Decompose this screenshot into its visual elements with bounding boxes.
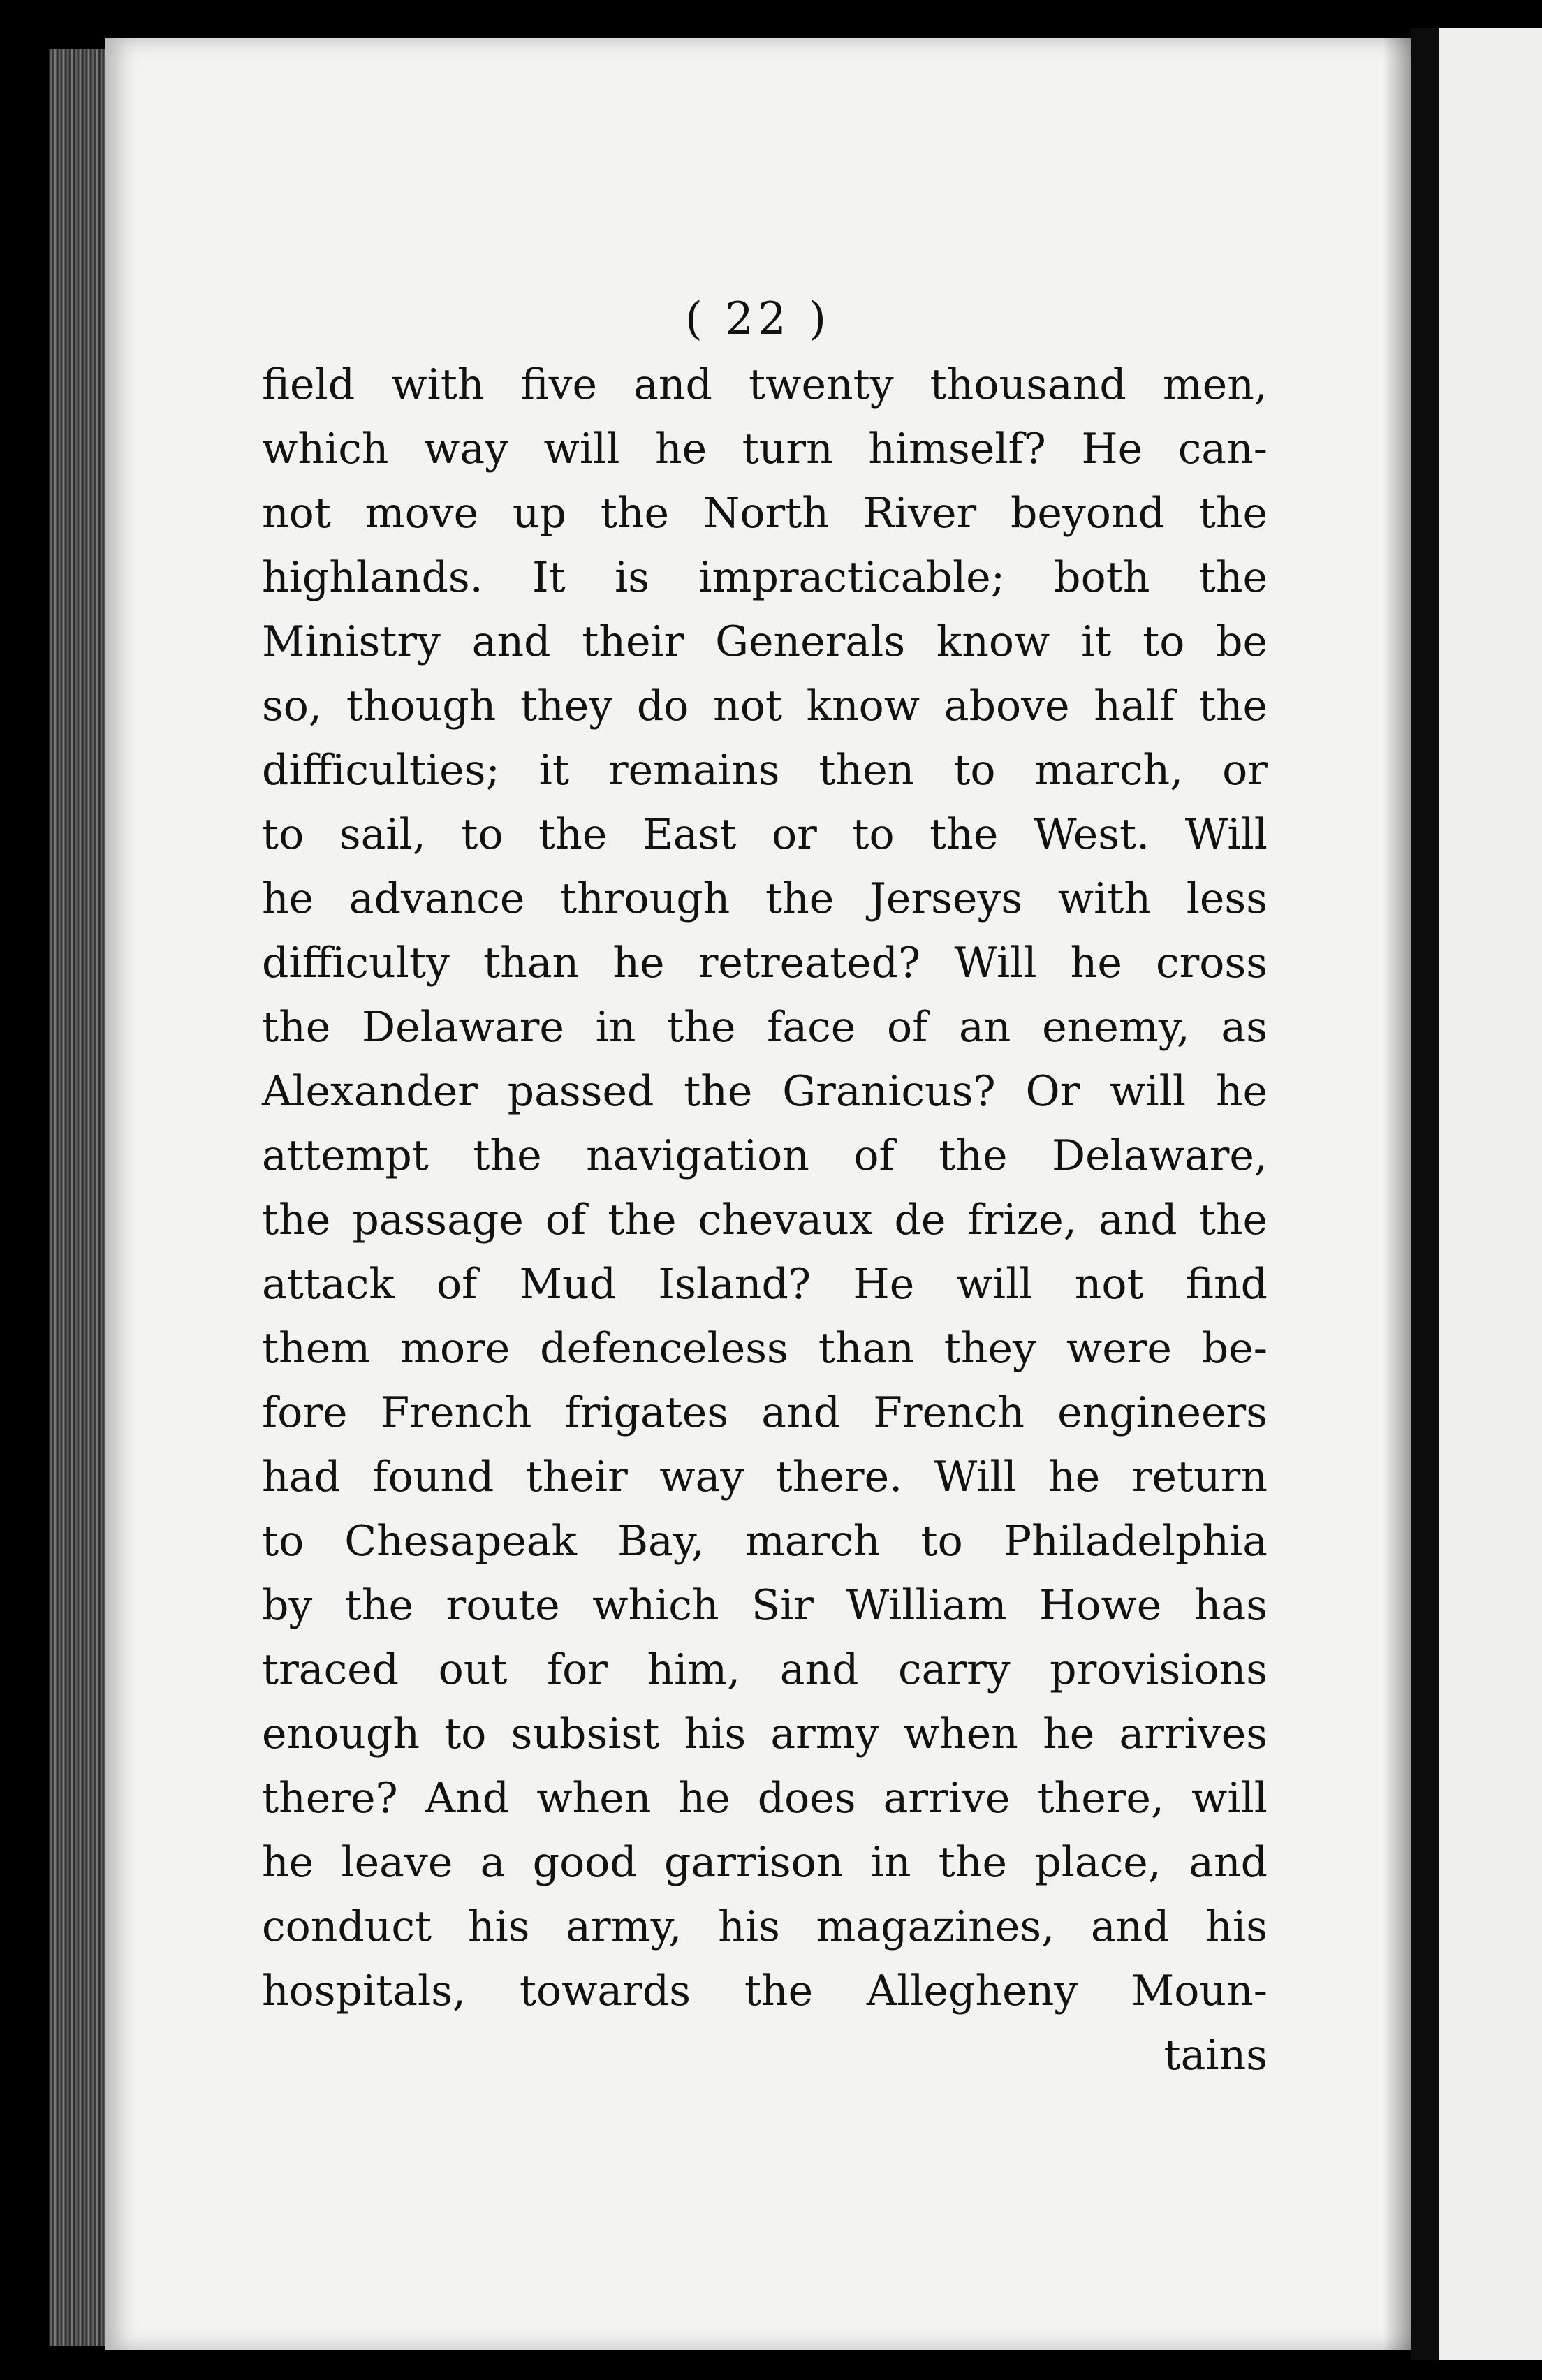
text-line: to Chesapeak Bay, march to Philadelphia: [262, 1517, 1268, 1566]
text-line: conduct his army, his magazines, and his: [262, 1902, 1268, 1951]
text-line: had found their way there. Will he return: [262, 1453, 1268, 1501]
text-line: attempt the navigation of the Delaware,: [262, 1131, 1268, 1180]
text-line: highlands. It is impracticable; both the: [262, 553, 1268, 602]
text-line: difficulties; it remains then to march, or: [262, 746, 1268, 795]
text-line: to sail, to the East or to the West. Will: [262, 810, 1268, 859]
body-text: [262, 353, 1268, 2087]
text-line: enough to subsist his army when he arrives: [262, 1710, 1268, 1758]
text-line: he advance through the Jerseys with less: [262, 874, 1268, 923]
text-line: attack of Mud Island? He will not find: [262, 1260, 1268, 1309]
catchword: tains: [1163, 2031, 1268, 2080]
facing-page-edge: [1439, 28, 1542, 2360]
text-line: by the route which Sir William Howe has: [262, 1581, 1268, 1630]
text-line: the Delaware in the face of an enemy, as: [262, 1003, 1268, 1052]
text-line: traced out for him, and carry provisions: [262, 1645, 1268, 1694]
text-line: fore French frigates and French engineers: [262, 1388, 1268, 1437]
text-line: which way will he turn himself? He can-: [262, 425, 1268, 473]
text-line: Alexander passed the Granicus? Or will he: [262, 1067, 1268, 1116]
text-line: the passage of the chevaux de frize, and the: [262, 1196, 1268, 1244]
text-line: Ministry and their Generals know it to be: [262, 617, 1268, 666]
text-line: he leave a good garrison in the place, and: [262, 1838, 1268, 1887]
text-line: them more defenceless than they were be-: [262, 1324, 1268, 1373]
book-spine: [1411, 28, 1439, 2360]
text-line: field with five and twenty thousand men,: [262, 360, 1268, 409]
text-line: difficulty than he retreated? Will he cross: [262, 939, 1268, 987]
page-number: ( 22 ): [684, 293, 831, 345]
text-line: there? And when he does arrive there, will: [262, 1774, 1268, 1823]
text-line: not move up the North River beyond the: [262, 489, 1268, 538]
text-line: hospitals, towards the Allegheny Moun-: [262, 1967, 1268, 2015]
text-line: so, though they do not know above half the: [262, 682, 1268, 730]
gutter-shadow: [1383, 38, 1411, 2350]
